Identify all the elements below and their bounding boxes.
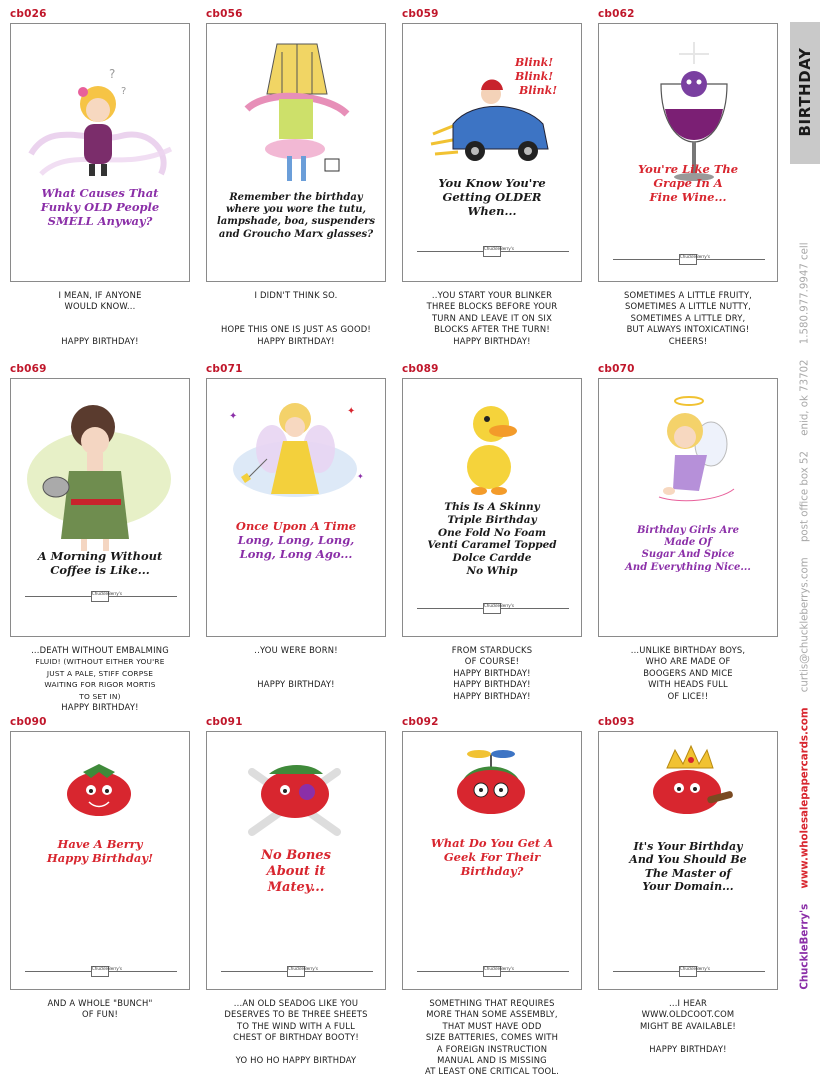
front-line: When... [467, 204, 517, 219]
svg-text:✦: ✦ [229, 411, 238, 422]
inside-line: JUST A PALE, STIFF CORPSE [46, 668, 154, 678]
website-link[interactable]: www.wholesalepapercards.com [799, 707, 811, 889]
front-line: And You Should Be [629, 853, 747, 867]
chuckleberrys-logo-icon: ChuckleBerry's [679, 966, 697, 977]
front-line: Long, Long Ago... [239, 547, 353, 562]
inside-line: ..YOU WERE BORN! [254, 645, 338, 655]
inside-line: SOMETIMES A LITTLE FRUITY, [623, 290, 753, 300]
front-line: Have A Berry [57, 837, 143, 851]
signature-line [25, 591, 177, 601]
front-line: Sugar And Spice [641, 549, 735, 561]
inside-line: CHEST OF BIRTHDAY BOOTY! [233, 1032, 359, 1043]
inside-line: HAPPY BIRTHDAY! [649, 1043, 727, 1054]
svg-text:?: ? [121, 86, 127, 97]
front-line: And Everything Nice... [625, 561, 751, 573]
card-code: cb093 [598, 716, 635, 728]
front-line: It's Your Birthday [633, 840, 743, 853]
card-front-text [215, 519, 377, 561]
inside-line: WWW.OLDCOOT.COM [641, 1009, 735, 1020]
signature-line [221, 966, 373, 976]
card-code: cb056 [206, 8, 243, 20]
card-front[interactable] [402, 23, 582, 282]
card-front[interactable] [10, 378, 190, 637]
front-line: Birthday? [460, 864, 524, 879]
card-code: cb062 [598, 8, 635, 20]
inside-line: BOOGERS AND MICE [643, 667, 733, 678]
inside-line: THREE BLOCKS BEFORE YOUR [426, 301, 558, 312]
front-line: A Morning Without [37, 549, 163, 563]
front-line: and Groucho Marx glasses? [218, 228, 374, 240]
card-front[interactable] [10, 23, 190, 282]
front-line: Birthday Girls Are [636, 525, 740, 536]
card-code: cb026 [10, 8, 47, 20]
card-inside-text [204, 645, 388, 721]
inside-line: SOMETIMES A LITTLE NUTTY, [625, 301, 751, 312]
inside-line: MORE THAN SOME ASSEMBLY, [426, 1009, 558, 1020]
email-link[interactable]: curtis@chuckleberrys.com [799, 557, 811, 693]
inside-line: DESERVES TO BE THREE SHEETS [224, 1009, 368, 1020]
front-line: You're Like The [637, 162, 739, 176]
card-front-text [607, 840, 769, 894]
front-line: What Do You Get A [430, 836, 554, 850]
card-front-text [215, 848, 377, 896]
inside-line: FROM STARDUCKS [451, 645, 533, 655]
front-line: About it [266, 863, 326, 879]
front-line: Happy Birthday! [46, 851, 154, 866]
inside-line: A FOREIGN INSTRUCTION [436, 1043, 548, 1054]
inside-line [596, 1032, 780, 1043]
front-line: No Bones [261, 848, 331, 863]
signature-line [613, 966, 765, 976]
card-inside-text [400, 645, 584, 721]
inside-line [204, 668, 388, 679]
signature-line [613, 254, 765, 264]
phone-text: 1.580.977.9947 cell [799, 242, 811, 345]
chuckleberrys-logo-icon: ChuckleBerry's [91, 591, 109, 602]
inside-line: ...UNLIKE BIRTHDAY BOYS, [630, 645, 746, 655]
inside-line: OF COURSE! [464, 656, 520, 667]
inside-line: MIGHT BE AVAILABLE! [640, 1020, 736, 1031]
svg-text:✦: ✦ [357, 472, 364, 481]
inside-line: TURN AND LEAVE IT ON SIX [431, 312, 553, 323]
fairy-illustration [207, 379, 385, 636]
lampshade-party-illustration [207, 24, 385, 281]
card-inside-text [596, 998, 780, 1074]
card-front[interactable] [206, 23, 386, 282]
card-front[interactable] [10, 731, 190, 990]
card-front-text [215, 192, 377, 241]
front-line: You Know You're [438, 176, 546, 190]
inside-line: ...DEATH WITHOUT EMBALMING [31, 645, 169, 655]
inside-line: I MEAN, IF ANYONE [58, 290, 142, 300]
inside-line [204, 656, 388, 667]
front-line: lampshade, boa, suspenders [216, 216, 376, 228]
inside-line: ...I HEAR [668, 998, 708, 1008]
card-front[interactable] [598, 23, 778, 282]
inside-line: OF FUN! [81, 1009, 119, 1020]
inside-line: BUT ALWAYS INTOXICATING! [626, 324, 750, 335]
card-code: cb059 [402, 8, 439, 20]
front-line: Triple Birthday [447, 513, 537, 526]
svg-text:✦: ✦ [347, 406, 356, 417]
inside-line [8, 313, 192, 324]
brand-name: ChuckleBerry's [799, 903, 811, 990]
signature-line [25, 966, 177, 976]
card-inside-text [8, 645, 192, 721]
front-line: SMELL Anyway? [47, 214, 153, 229]
card-inside-text [400, 290, 584, 366]
inside-line: ...AN OLD SEADOG LIKE YOU [233, 998, 359, 1008]
front-line: Getting OLDER [442, 190, 542, 205]
inside-line: AT LEAST ONE CRITICAL TOOL. [424, 1066, 560, 1077]
card-inside-text [596, 645, 780, 721]
inside-line: SOMETHING THAT REQUIRES [429, 998, 555, 1008]
inside-line: SOMETIMES A LITTLE DRY, [630, 312, 746, 323]
blink-text: Blink! [515, 70, 554, 83]
inside-line: CHEERS! [668, 335, 708, 346]
inside-line [204, 313, 388, 324]
card-inside-text [596, 290, 780, 366]
inside-line: HOPE THIS ONE IS JUST AS GOOD! [221, 324, 371, 335]
card-front[interactable] [402, 378, 582, 637]
inside-line: SIZE BATTERIES, COMES WITH [425, 1032, 559, 1043]
front-line: Once Upon A Time [235, 519, 357, 533]
front-line: Funky OLD People [40, 200, 160, 215]
inside-line: HAPPY BIRTHDAY! [453, 679, 531, 690]
card-front-text [607, 525, 769, 574]
inside-line: WOULD KNOW... [64, 301, 136, 312]
inside-line [204, 1044, 388, 1055]
front-line: where you wore the tutu, [226, 204, 366, 216]
front-line: Geek For Their [443, 850, 541, 865]
inside-line: I DIDN'T THINK SO. [254, 290, 338, 300]
front-line: Venti Caramel Topped [427, 539, 557, 552]
card-code: cb091 [206, 716, 243, 728]
front-line: Made Of [664, 537, 712, 549]
inside-line: HAPPY BIRTHDAY! [257, 679, 335, 690]
address-text: post office box 52 [799, 450, 811, 543]
front-line: Remember the birthday [229, 192, 363, 203]
inside-line: BLOCKS AFTER THE TURN! [434, 324, 550, 335]
card-code: cb070 [598, 363, 635, 375]
card-front-text [411, 501, 573, 578]
card-inside-text [8, 290, 192, 366]
card-front[interactable] [598, 378, 778, 637]
inside-line: HAPPY BIRTHDAY! [61, 335, 139, 346]
sidebar [790, 0, 820, 1081]
svg-text:?: ? [109, 67, 116, 81]
front-line: Your Domain... [642, 880, 734, 894]
signature-line [417, 246, 569, 256]
inside-line: TO THE WIND WITH A FULL [237, 1020, 355, 1031]
signature-line [417, 966, 569, 976]
card-code: cb069 [10, 363, 47, 375]
front-line: One Fold No Foam [437, 526, 547, 539]
wine-glass-grape-illustration [599, 24, 777, 281]
inside-line [8, 324, 192, 335]
card-code: cb090 [10, 716, 47, 728]
blinker-car-illustration [403, 24, 581, 281]
card-front[interactable] [402, 731, 582, 990]
front-line: Matey... [267, 879, 325, 895]
inside-line: THAT MUST HAVE ODD [442, 1020, 542, 1031]
card-front-text [411, 176, 573, 218]
chuckleberrys-logo-icon: ChuckleBerry's [287, 966, 305, 977]
inside-line: HAPPY BIRTHDAY! [453, 335, 531, 346]
card-front[interactable] [206, 731, 386, 990]
grumpy-girl-illustration [11, 24, 189, 281]
card-inside-text [8, 998, 192, 1074]
front-line: This Is A Skinny [444, 501, 540, 513]
front-line: Coffee is Like... [50, 563, 150, 578]
front-line: Long, Long, Long, [237, 533, 355, 548]
card-front-text [19, 549, 181, 577]
inside-line: YO HO HO HAPPY BIRTHDAY [235, 1055, 357, 1066]
inside-line: HAPPY BIRTHDAY! [453, 690, 531, 701]
inside-line: WAITING FOR RIGOR MORTIS [44, 680, 156, 690]
front-line: Grape In A [653, 176, 723, 191]
contact-strip [800, 230, 811, 989]
card-front[interactable] [598, 731, 778, 990]
front-line: Dolce Cardde [452, 552, 532, 565]
card-front-text [19, 186, 181, 228]
card-front-text [607, 162, 769, 204]
inside-line: WITH HEADS FULL [648, 679, 728, 690]
blink-text: Blink! [519, 84, 558, 97]
card-front[interactable] [206, 378, 386, 637]
inside-line [204, 301, 388, 312]
blink-text: Blink! [515, 56, 554, 69]
signature-line [417, 603, 569, 613]
inside-line: WHO ARE MADE OF [645, 656, 731, 667]
card-code: cb071 [206, 363, 243, 375]
chuckleberrys-logo-icon: ChuckleBerry's [483, 966, 501, 977]
card-code: cb089 [402, 363, 439, 375]
city-text: enid, ok 73702 [799, 359, 811, 436]
front-line: No Whip [466, 564, 518, 577]
front-line: What Causes That [41, 186, 159, 200]
chuckleberrys-logo-icon: ChuckleBerry's [679, 254, 697, 265]
front-line: The Master of [644, 866, 732, 880]
inside-line: TO SET IN) [79, 691, 121, 701]
inside-line: ..YOU START YOUR BLINKER [431, 290, 553, 300]
card-inside-text [400, 998, 584, 1077]
chuckleberrys-logo-icon: ChuckleBerry's [91, 966, 109, 977]
chuckleberrys-logo-icon: ChuckleBerry's [483, 246, 501, 257]
category-title: BIRTHDAY [796, 47, 814, 137]
card-inside-text [204, 290, 388, 366]
card-front-text [19, 837, 181, 865]
inside-line: FLUID! (WITHOUT EITHER YOU'RE [35, 657, 165, 667]
inside-line: HAPPY BIRTHDAY! [453, 667, 531, 678]
inside-line: HAPPY BIRTHDAY! [61, 702, 139, 713]
front-line: Fine Wine... [649, 190, 727, 205]
inside-line: MANUAL AND IS MISSING [437, 1055, 547, 1066]
angel-girl-illustration [599, 379, 777, 636]
inside-line: HAPPY BIRTHDAY! [257, 335, 335, 346]
card-front-text [411, 836, 573, 878]
card-code: cb092 [402, 716, 439, 728]
chuckleberrys-logo-icon: ChuckleBerry's [483, 603, 501, 614]
inside-line: AND A WHOLE "BUNCH" [47, 998, 153, 1008]
inside-line: OF LICE!! [667, 690, 709, 701]
card-inside-text [204, 998, 388, 1074]
